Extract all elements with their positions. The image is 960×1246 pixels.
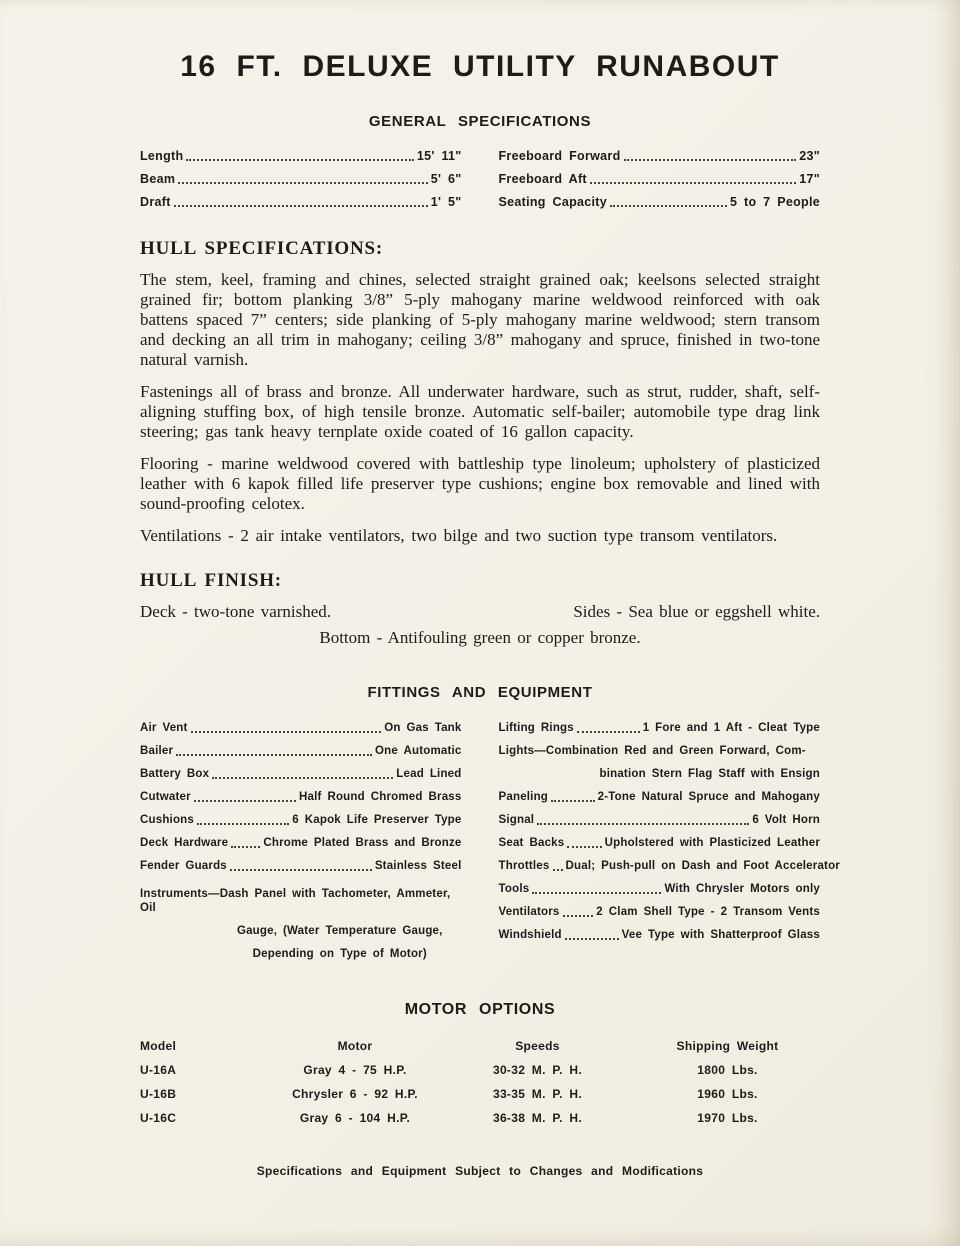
fitting-value: 2-Tone Natural Spruce and Mahogany <box>597 791 820 803</box>
table-cell-model: U-16C <box>140 1111 177 1125</box>
general-specs-left-column <box>140 149 462 218</box>
spec-label: Seating Capacity <box>498 195 608 209</box>
hull-finish-sides: Sides - Sea blue or eggshell white. <box>573 602 820 621</box>
table-cell-speeds: 36-38 M. P. H. <box>492 1111 582 1125</box>
instruments-note <box>140 887 462 961</box>
hull-spec-paragraph-fastenings: Fastenings all of brass and bronze. All underwater hardware, such as strut, rudder, shaft, self-aligning stuffing box, of high tensile bronze. Automatic self-bailer; automobile type drag link steering; gas tank heavy ternplate oxide coated of 16 gallon capacity. <box>140 382 820 441</box>
dotted-leader <box>590 182 796 184</box>
fitting-row-throttles <box>498 859 840 873</box>
spec-row-beam <box>140 172 462 187</box>
spec-value: 15' 11" <box>416 149 462 163</box>
dotted-leader <box>567 846 601 848</box>
dotted-leader <box>231 846 260 848</box>
spec-row-freeboard-aft <box>499 172 821 187</box>
spec-label: Freeboard Forward <box>498 149 621 163</box>
dotted-leader <box>230 869 372 871</box>
spec-value: 5 to 7 People <box>729 195 820 209</box>
fitting-label: Deck Hardware <box>140 837 229 849</box>
fitting-label: Air Vent <box>140 722 188 734</box>
motor-options-heading: MOTOR OPTIONS <box>404 1001 556 1018</box>
fitting-value: 2 Clam Shell Type - 2 Transom Vents <box>596 906 820 918</box>
spec-row-freeboard-forward <box>499 149 821 164</box>
fitting-label: Cushions <box>140 814 194 826</box>
dotted-leader <box>178 182 427 184</box>
hull-spec-paragraph-ventilations: Ventilations - 2 air intake ventilators, two bilge and two suction type transom ventilators. <box>140 526 778 545</box>
hull-spec-paragraph-construction: The stem, keel, framing and chines, selected straight grained oak; keelsons selected straight grained fir; bottom planking 3/8” 5-ply mahogany marine weldwood reinforced with oak battens spaced 7” centers; side planking of 5-ply mahogany marine weldwood; stern transom and decking an all trim in mahogany; ceiling 3/8” mahogany and spruce, finished in two-tone natural varnish. <box>140 270 820 369</box>
table-cell-model: U-16B <box>140 1087 177 1101</box>
fitting-value: 6 Volt Horn <box>752 814 820 826</box>
fitting-value: Upholstered with Plasticized Leather <box>604 837 820 849</box>
spec-value: 23" <box>799 149 820 163</box>
fitting-value: 1 Fore and 1 Aft - Cleat Type <box>642 722 820 734</box>
lights-line1: Lights—Combination Red and Green Forward, Com- <box>498 745 806 757</box>
dotted-leader <box>194 800 296 802</box>
hull-spec-paragraph-flooring: Flooring - marine weldwood covered with battleship type linoleum; upholstery of plasticized leather with 6 kapok filled life preserver type cushions; engine box removable and lined with sound-proofing celotex. <box>140 454 820 513</box>
spec-value: 17" <box>799 172 820 186</box>
fitting-row-signal <box>499 813 821 827</box>
fitting-value: Half Round Chromed Brass <box>299 791 462 803</box>
dotted-leader <box>624 159 797 161</box>
column-header-shipping-weight: Shipping Weight <box>676 1039 779 1053</box>
spec-label: Length <box>140 149 184 163</box>
dotted-leader <box>565 938 619 940</box>
dotted-leader <box>176 754 372 756</box>
fitting-row-lights <box>499 744 821 781</box>
fitting-value: Chrome Plated Brass and Bronze <box>263 837 462 849</box>
fitting-label: Cutwater <box>140 791 191 803</box>
spec-value: 5' 6" <box>430 172 462 186</box>
hull-specifications-heading: HULL SPECIFICATIONS: <box>140 238 384 259</box>
fitting-label: Signal <box>498 814 535 826</box>
dotted-leader <box>532 892 661 894</box>
spec-row-seating-capacity <box>499 195 821 210</box>
dotted-leader <box>197 823 289 825</box>
hull-finish-heading: HULL FINISH: <box>140 570 282 591</box>
general-specs-heading: GENERAL SPECIFICATIONS <box>368 113 592 130</box>
table-cell-weight: 1970 Lbs. <box>697 1111 758 1125</box>
fitting-label: Tools <box>498 883 530 895</box>
fitting-row-deck-hardware <box>140 836 462 850</box>
fitting-row-bailer <box>140 744 462 758</box>
table-cell-model: U-16A <box>140 1063 177 1077</box>
fittings-right-column <box>498 721 840 961</box>
page-title: 16 FT. DELUXE UTILITY RUNABOUT <box>180 50 780 83</box>
fitting-label: Seat Backs <box>498 837 565 849</box>
motor-options-table <box>140 1039 820 1126</box>
column-header-motor: Motor <box>337 1039 373 1053</box>
table-cell-weight: 1800 Lbs. <box>697 1063 758 1077</box>
fitting-row-fender-guards <box>140 859 462 873</box>
table-cell-motor: Gray 4 - 75 H.P. <box>303 1063 407 1077</box>
fittings-columns <box>140 721 840 961</box>
fitting-row-lifting-rings <box>499 721 821 735</box>
fitting-row-battery-box <box>140 767 462 781</box>
fitting-value: On Gas Tank <box>384 722 462 734</box>
instruments-note-line3: Depending on Type of Motor) <box>252 948 427 960</box>
spec-label: Draft <box>140 195 171 209</box>
fitting-row-cushions <box>140 813 462 827</box>
fitting-row-air-vent <box>140 721 462 735</box>
table-cell-speeds: 33-35 M. P. H. <box>492 1087 582 1101</box>
fitting-label: Lifting Rings <box>498 722 574 734</box>
fitting-label: Ventilators <box>498 906 560 918</box>
fitting-row-windshield <box>499 928 821 942</box>
spec-label: Freeboard Aft <box>498 172 587 186</box>
table-cell-speeds: 30-32 M. P. H. <box>492 1063 582 1077</box>
fitting-value: Lead Lined <box>396 768 462 780</box>
table-cell-weight: 1960 Lbs. <box>697 1087 758 1101</box>
fitting-label: Paneling <box>498 791 549 803</box>
fitting-value: Stainless Steel <box>374 860 462 872</box>
fitting-row-paneling <box>499 790 821 804</box>
fittings-heading: FITTINGS AND EQUIPMENT <box>367 684 593 701</box>
general-specs-columns <box>140 149 820 218</box>
fittings-left-column <box>140 721 462 961</box>
table-cell-motor: Gray 6 - 104 H.P. <box>299 1111 411 1125</box>
fitting-row-cutwater <box>140 790 462 804</box>
fitting-row-seat-backs <box>499 836 821 850</box>
spec-value: 1' 5" <box>430 195 462 209</box>
dotted-leader <box>174 205 428 207</box>
dotted-leader <box>551 800 595 802</box>
instruments-note-line2: Gauge, (Water Temperature Gauge, <box>236 925 443 937</box>
footer-disclaimer: Specifications and Equipment Subject to Changes and Modifications <box>256 1164 704 1178</box>
fitting-label: Battery Box <box>140 768 210 780</box>
column-header-speeds: Speeds <box>515 1039 560 1053</box>
fitting-value: One Automatic <box>375 745 462 757</box>
spec-row-draft <box>140 195 462 210</box>
fitting-label: Fender Guards <box>140 860 227 872</box>
dotted-leader <box>553 869 563 871</box>
spec-row-length <box>140 149 462 164</box>
fitting-value: Dual; Push-pull on Dash and Foot Accelerator <box>565 860 840 872</box>
hull-finish-deck: Deck - two-tone varnished. <box>140 602 332 621</box>
instruments-note-line1: Instruments—Dash Panel with Tachometer, Ammeter, Oil <box>140 888 451 914</box>
column-header-model: Model <box>140 1039 177 1053</box>
dotted-leader <box>212 777 393 779</box>
fitting-value: 6 Kapok Life Preserver Type <box>292 814 462 826</box>
fitting-value: With Chrysler Motors only <box>664 883 820 895</box>
dotted-leader <box>577 731 640 733</box>
fitting-label: Throttles <box>498 860 550 872</box>
spec-label: Beam <box>140 172 176 186</box>
hull-finish-row <box>140 601 820 622</box>
dotted-leader <box>186 159 413 161</box>
dotted-leader <box>563 915 594 917</box>
fitting-value: Vee Type with Shatterproof Glass <box>621 929 820 941</box>
fitting-label: Bailer <box>140 745 174 757</box>
dotted-leader <box>191 731 382 733</box>
fitting-row-ventilators <box>499 905 821 919</box>
fitting-label: Windshield <box>498 929 562 941</box>
lights-line2: bination Stern Flag Staff with Ensign <box>599 768 820 780</box>
table-cell-motor: Chrysler 6 - 92 H.P. <box>292 1087 418 1101</box>
dotted-leader <box>537 823 749 825</box>
hull-finish-bottom: Bottom - Antifouling green or copper bronze. <box>319 628 641 647</box>
dotted-leader <box>610 205 727 207</box>
fitting-row-tools <box>499 882 821 896</box>
general-specs-right-column <box>499 149 821 218</box>
